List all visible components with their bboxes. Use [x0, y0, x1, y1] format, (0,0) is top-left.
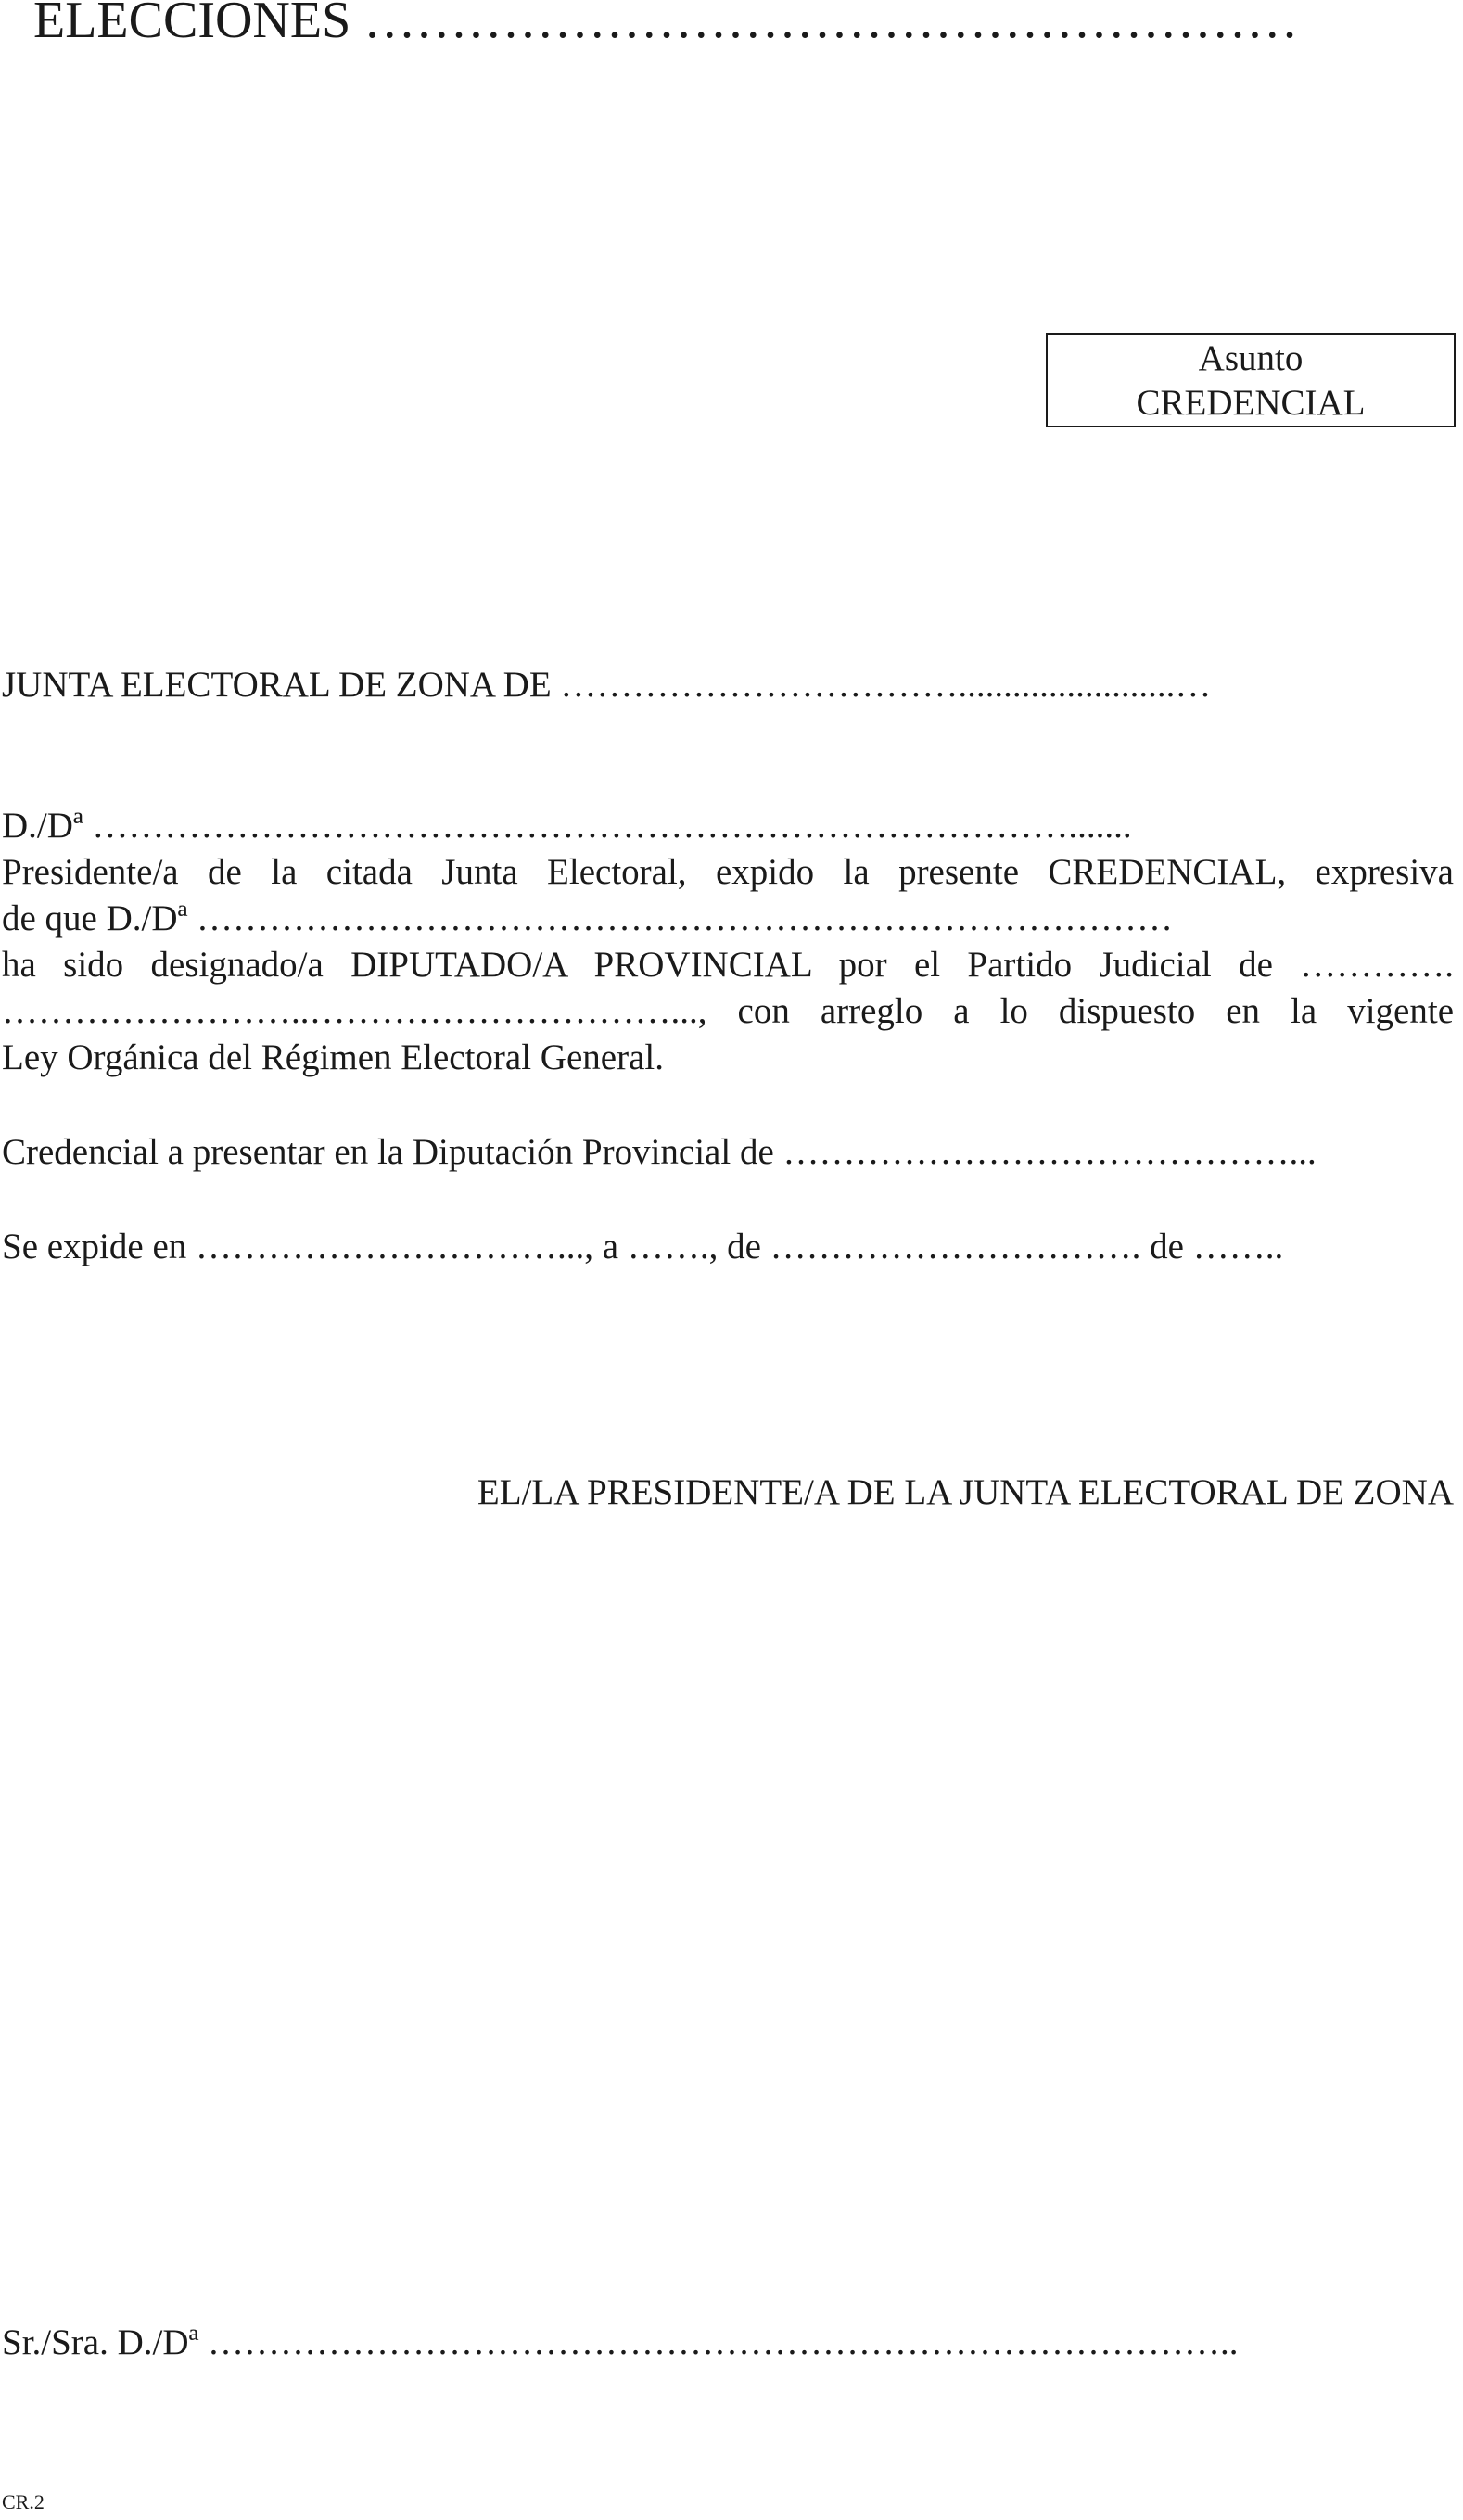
judicial-district-line: ……………………..…………………………..., con arreglo a lo dispuesto en la vigente	[2, 991, 1454, 1031]
subject-value: CREDENCIAL	[1136, 383, 1366, 423]
elections-heading: ELECCIONES ………………………………………………	[33, 0, 1299, 49]
law-reference-line: Ley Orgánica del Régimen Electoral General.	[2, 1037, 664, 1077]
designation-line: ha sido designado/a DIPUTADO/A PROVINCIAL por el Partido Judicial de ………….	[2, 945, 1454, 985]
signature-caption: EL/LA PRESIDENTE/A DE LA JUNTA ELECTORAL DE ZONA	[477, 1472, 1454, 1512]
recipient-line: Sr./Sra. D./Dª …………………………………………………………………………..	[2, 2323, 1239, 2362]
subject-label: Asunto	[1198, 338, 1304, 378]
electoral-board-line: JUNTA ELECTORAL DE ZONA DE ……………………………........................…	[2, 665, 1212, 705]
subject-box	[1046, 333, 1456, 427]
credential-statement-line: Presidente/a de la citada Junta Electoral, expido la presente CREDENCIAL, expresiva	[2, 852, 1454, 892]
form-code: CR.2	[2, 2490, 45, 2514]
issue-place-date-line: Se expide en …………………………..., a ……., de …………………………. de ……..	[2, 1227, 1284, 1266]
diputacion-line: Credencial a presentar en la Diputación Provincial de ……………………………………...	[2, 1132, 1317, 1172]
designee-name-line: de que D./Dª ………………………………………………………………………	[2, 898, 1174, 938]
president-name-line: D./Dª ……………………………………………………………………….......	[2, 806, 1132, 846]
